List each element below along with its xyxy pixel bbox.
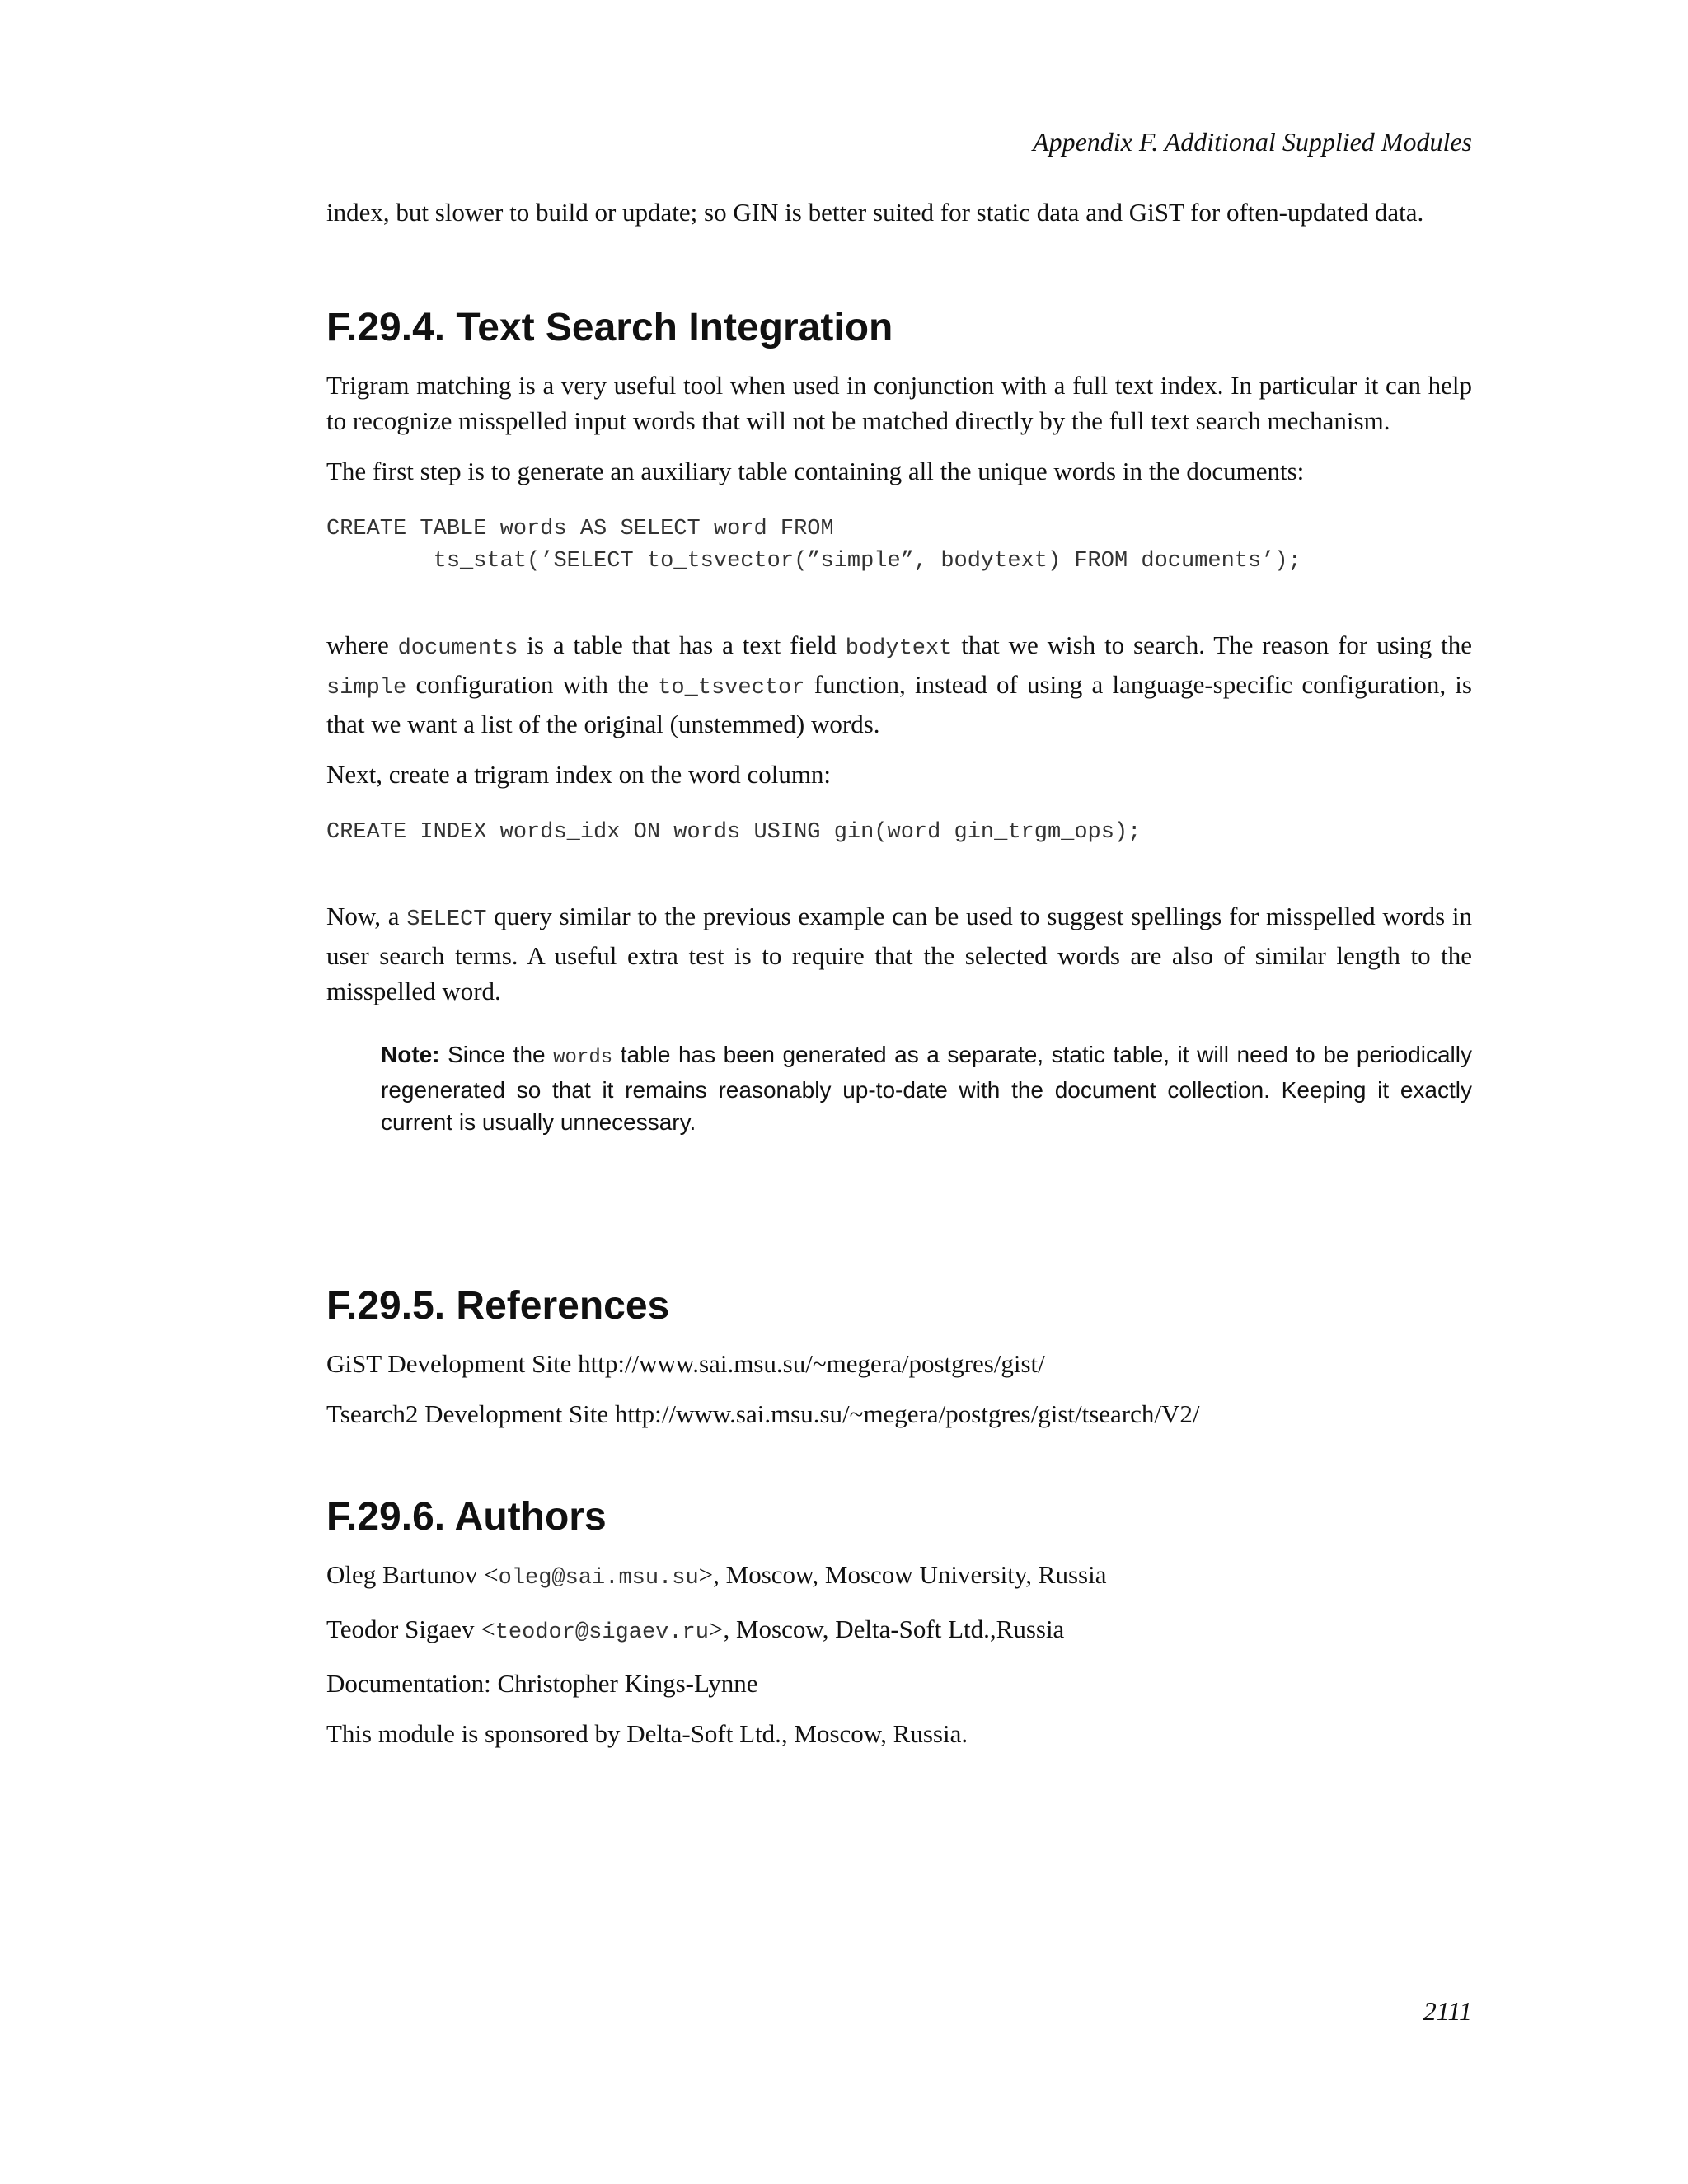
text-segment: table has been generated as a separate, static table, it will need to be periodically regenerated so that it remains reasonably up-to-date with the document collection. Keeping it exactly current is usually unnecessary.	[381, 1042, 1472, 1135]
reference-gist-site: GiST Development Site http://www.sai.msu.su/~megera/postgres/gist/	[326, 1349, 1045, 1378]
sponsor-credit: This module is sponsored by Delta-Soft Ltd., Moscow, Russia.	[326, 1719, 968, 1748]
running-header: Appendix F. Additional Supplied Modules	[1033, 127, 1472, 157]
code-simple: simple	[326, 676, 407, 701]
code-words: words	[553, 1047, 613, 1069]
author-affiliation: >, Moscow, Moscow University, Russia	[698, 1560, 1107, 1589]
author-affiliation: >, Moscow, Delta-Soft Ltd.,Russia	[708, 1615, 1065, 1643]
code-create-table: CREATE TABLE words AS SELECT word FROM ts_stat(’SELECT to_tsvector(”simple”, bodytext) FROM documents’);	[326, 517, 1301, 574]
code-bodytext: bodytext	[845, 636, 953, 661]
code-documents: documents	[397, 636, 518, 661]
documentation-credit: Documentation: Christopher Kings-Lynne	[326, 1669, 758, 1698]
text-segment: configuration with the	[406, 670, 659, 699]
note-label: Note:	[381, 1042, 440, 1067]
author-oleg-bartunov	[326, 1557, 1472, 1596]
code-to-tsvector: to_tsvector	[658, 676, 805, 701]
page-content	[326, 194, 1472, 1766]
page-number: 2111	[1423, 1996, 1472, 2026]
text-segment: is a table that has a text field	[518, 630, 846, 659]
author-teodor-sigaev	[326, 1611, 1472, 1651]
heading-text-search-integration: F.29.4. Text Search Integration	[326, 306, 893, 349]
paragraph-trigram-matching: Trigram matching is a very useful tool when used in conjunction with a full text index. In particular it can help to recognize misspelled input words that will not be matched directly by the full text search mechanism.	[326, 371, 1472, 435]
heading-references: F.29.5. References	[326, 1284, 670, 1328]
note-box	[381, 1038, 1472, 1138]
author-email: oleg@sai.msu.su	[498, 1566, 699, 1591]
paragraph-documents-explanation	[326, 627, 1472, 742]
text-segment: function, instead of using a language-specific configuration, is that we want a list of the original (unstemmed) words.	[326, 670, 1472, 738]
code-create-index: CREATE INDEX words_idx ON words USING gin(word gin_trgm_ops);	[326, 820, 1142, 845]
text-segment: that we wish to search. The reason for using the	[952, 630, 1472, 659]
paragraph-select-suggest	[326, 898, 1472, 1009]
author-name: Oleg Bartunov <	[326, 1560, 499, 1589]
text-segment: where	[326, 630, 398, 659]
author-email: teodor@sigaev.ru	[495, 1620, 709, 1645]
heading-authors: F.29.6. Authors	[326, 1495, 607, 1539]
reference-tsearch2-site: Tsearch2 Development Site http://www.sai.msu.su/~megera/postgres/gist/tsearch/V2/	[326, 1399, 1200, 1428]
text-segment: Since the	[439, 1042, 554, 1067]
text-segment: query similar to the previous example can be used to suggest spellings for misspelled words in user search terms. A useful extra test is to require that the selected words are also of similar length to the misspelled word.	[326, 902, 1472, 1005]
paragraph-first-step: The first step is to generate an auxiliary table containing all the unique words in the documents:	[326, 457, 1305, 485]
text-segment: Now, a	[326, 902, 407, 930]
paragraph-next-create-index: Next, create a trigram index on the word column:	[326, 760, 832, 789]
intro-paragraph: index, but slower to build or update; so GIN is better suited for static data and GiST for often-updated data.	[326, 198, 1424, 227]
author-name: Teodor Sigaev <	[326, 1615, 495, 1643]
code-select: SELECT	[406, 907, 487, 932]
